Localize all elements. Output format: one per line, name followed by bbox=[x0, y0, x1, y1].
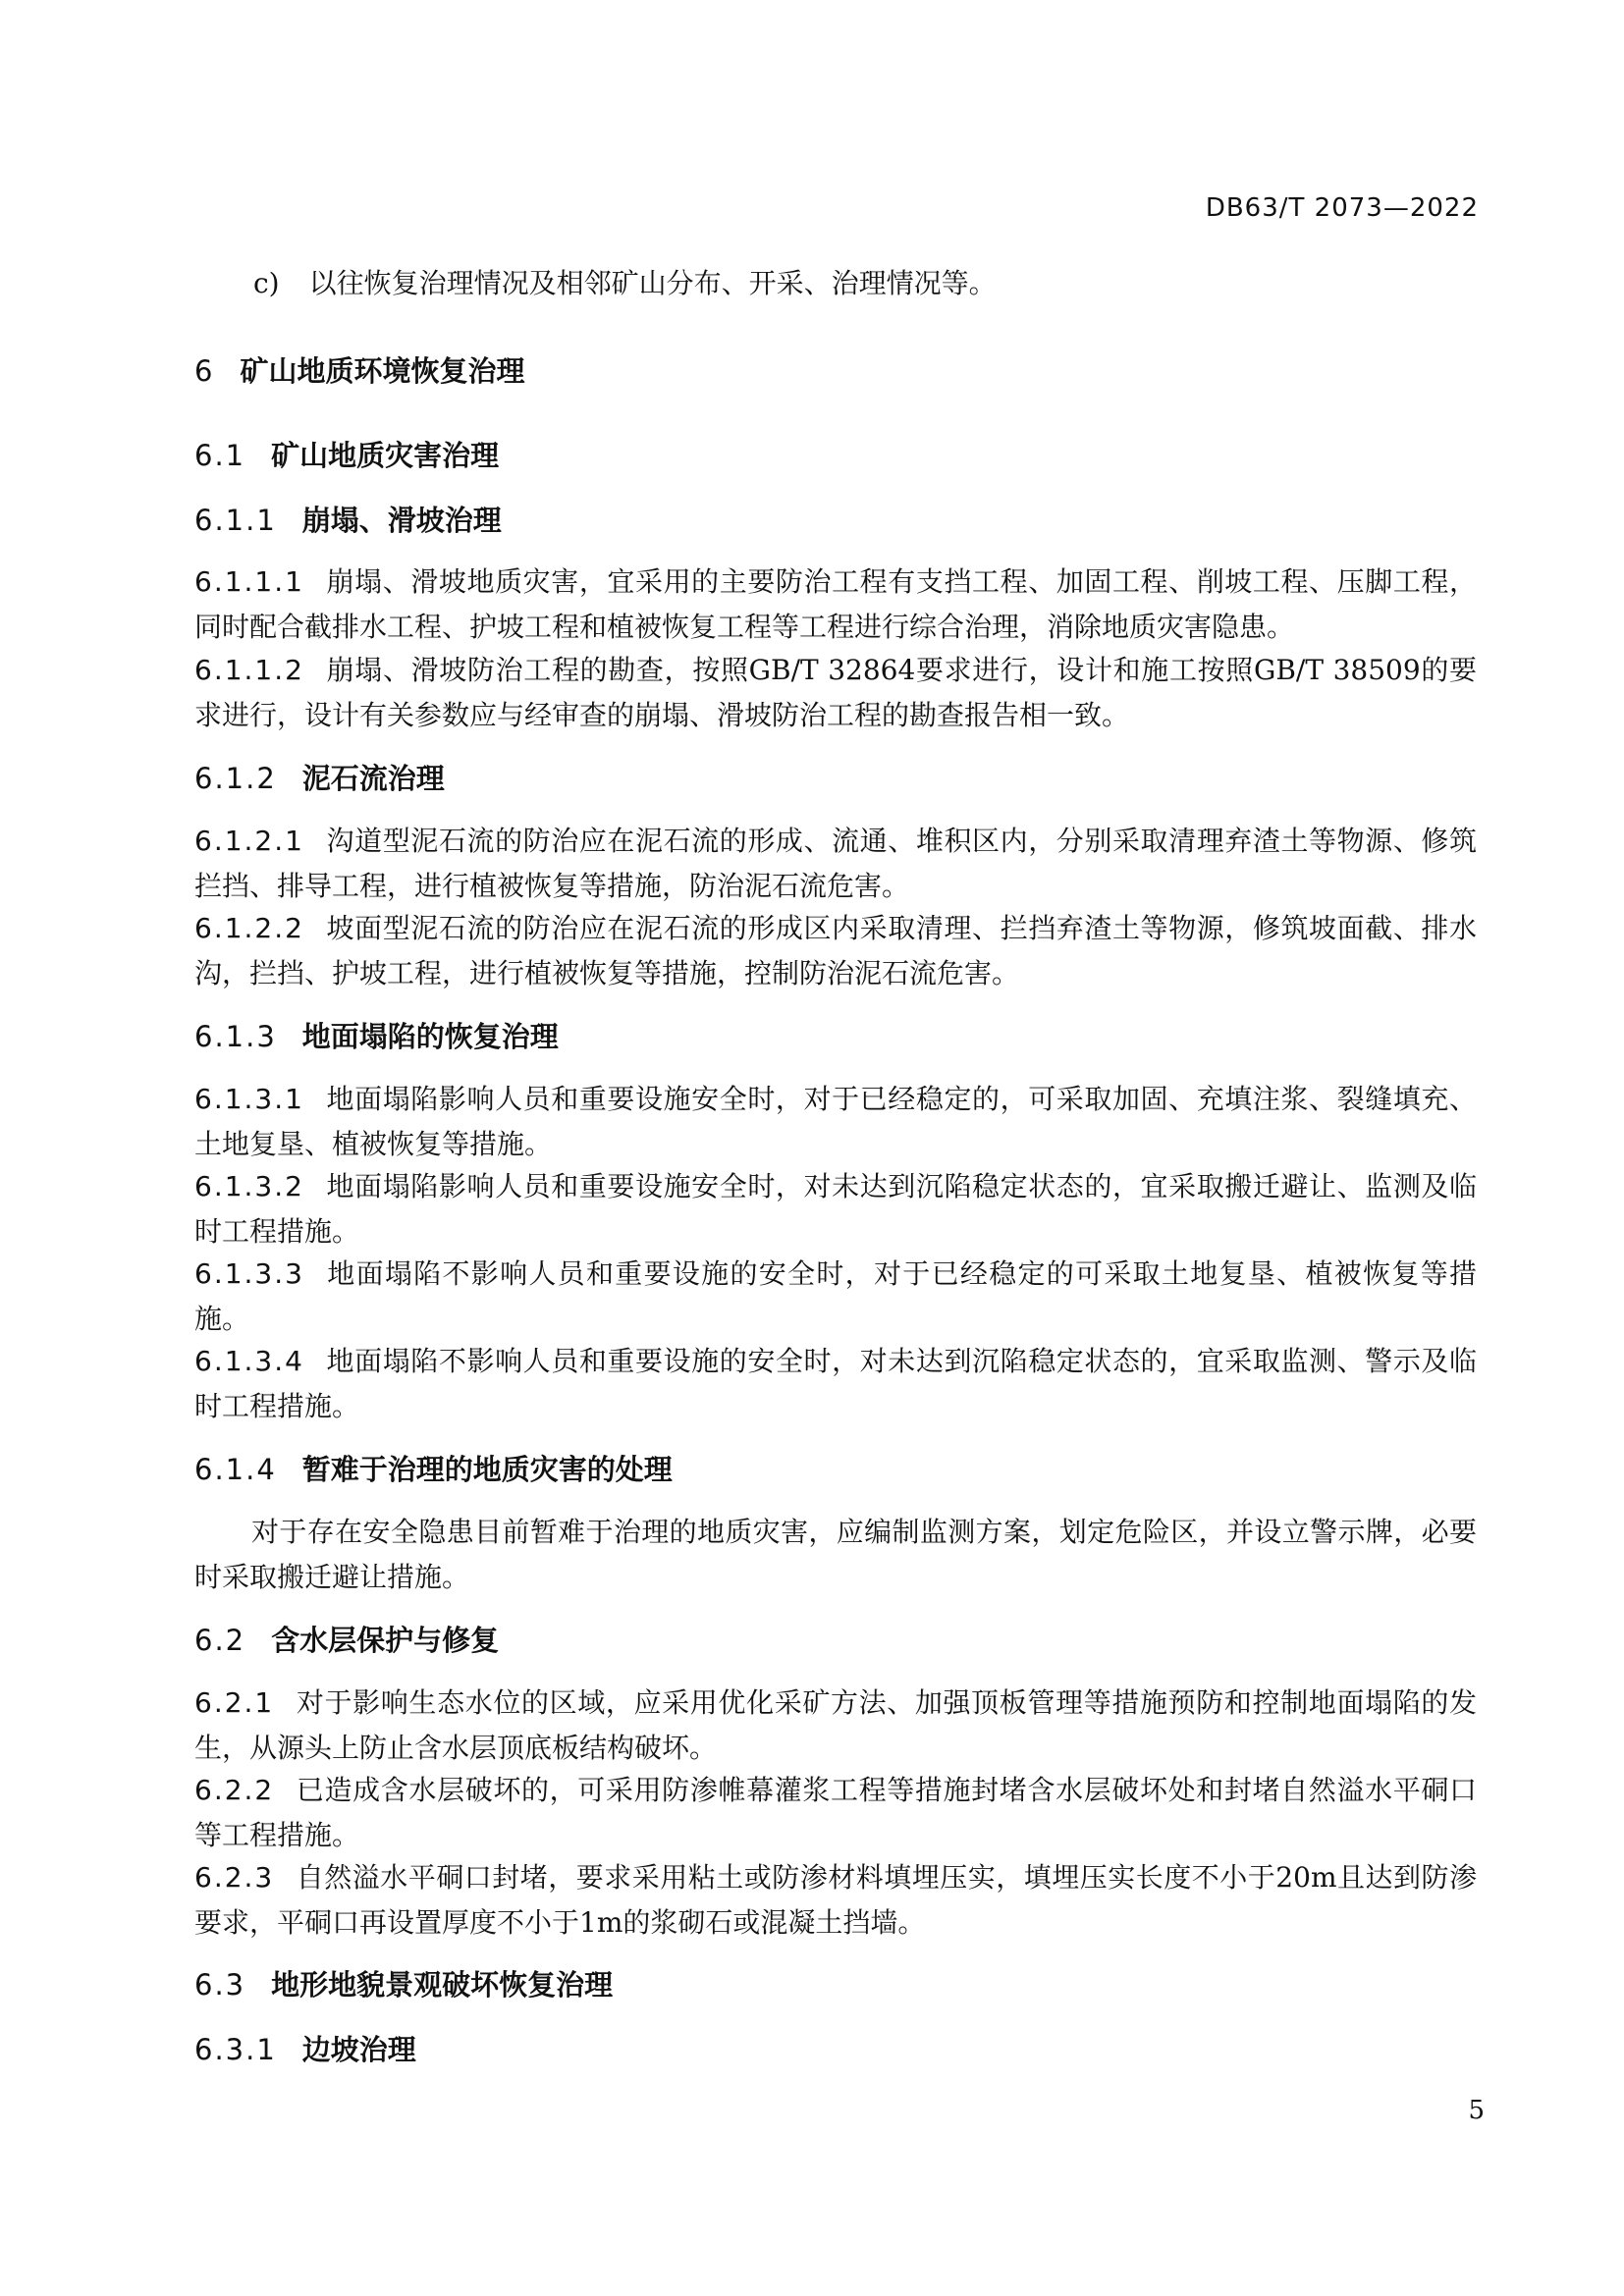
section-heading-6-1-4 bbox=[194, 1447, 1477, 1492]
clause-6-1-1-1 bbox=[194, 560, 1477, 650]
clause-text: 崩塌、滑坡防治工程的勘查，按照GB/T 32864要求进行，设计和施工按照GB/T 38509的要求进行，设计有关参数应与经审查的崩塌、滑坡防治工程的勘查报告相一致。 bbox=[194, 654, 1477, 731]
clause-number: 6.1.3.1 bbox=[194, 1083, 304, 1115]
section-heading-6-3-1 bbox=[194, 2027, 1477, 2072]
section-number: 6.1 bbox=[194, 439, 246, 472]
paragraph-6-1-4 bbox=[194, 1510, 1477, 1600]
section-title: 地面塌陷的恢复治理 bbox=[301, 1020, 559, 1053]
standard-code: DB63/T 2073—2022 bbox=[1205, 193, 1479, 223]
clause-6-1-3-2 bbox=[194, 1164, 1477, 1255]
section-number: 6.2 bbox=[194, 1624, 246, 1657]
clause-6-2-2 bbox=[194, 1768, 1477, 1858]
list-item-label: c) bbox=[253, 267, 280, 299]
clause-number: 6.1.2.1 bbox=[194, 825, 304, 857]
clause-text: 自然溢水平硐口封堵，要求采用粘土或防渗材料填埋压实，填埋压实长度不小于20m且达到防渗要求，平硐口再设置厚度不小于1m的浆砌石或混凝土挡墙。 bbox=[194, 1861, 1477, 1939]
clause-text: 崩塌、滑坡地质灾害，宜采用的主要防治工程有支挡工程、加固工程、削坡工程、压脚工程，同时配合截排水工程、护坡工程和植被恢复工程等工程进行综合治理，消除地质灾害隐患。 bbox=[194, 565, 1477, 643]
clause-number: 6.1.3.3 bbox=[194, 1257, 304, 1290]
clause-text: 坡面型泥石流的防治应在泥石流的形成区内采取清理、拦挡弃渣土等物源，修筑坡面截、排水沟，拦挡、护坡工程，进行植被恢复等措施，控制防治泥石流危害。 bbox=[194, 912, 1477, 989]
paragraph-text: 对于存在安全隐患目前暂难于治理的地质灾害，应编制监测方案，划定危险区，并设立警示牌，必要时采取搬迁避让措施。 bbox=[194, 1516, 1477, 1593]
clause-6-1-1-2 bbox=[194, 648, 1477, 738]
clause-6-2-1 bbox=[194, 1681, 1477, 1771]
clause-6-1-2-2 bbox=[194, 906, 1477, 996]
section-title: 崩塌、滑坡治理 bbox=[301, 504, 502, 537]
page-number: 5 bbox=[1468, 2096, 1485, 2125]
clause-text: 对于影响生态水位的区域，应采用优化采矿方法、加强顶板管理等措施预防和控制地面塌陷的发生，从源头上防止含水层顶底板结构破坏。 bbox=[194, 1686, 1477, 1764]
clause-number: 6.1.3.2 bbox=[194, 1170, 304, 1202]
list-item-c bbox=[253, 261, 1536, 306]
section-heading-6 bbox=[194, 348, 1477, 394]
section-heading-6-1 bbox=[194, 433, 1477, 478]
section-title: 暂难于治理的地质灾害的处理 bbox=[301, 1453, 673, 1486]
section-heading-6-1-2 bbox=[194, 756, 1477, 801]
section-title: 泥石流治理 bbox=[301, 762, 445, 795]
section-number: 6.3.1 bbox=[194, 2033, 277, 2066]
section-number: 6.1.2 bbox=[194, 762, 277, 795]
section-heading-6-1-3 bbox=[194, 1014, 1477, 1059]
clause-number: 6.2.1 bbox=[194, 1686, 275, 1719]
clause-6-1-3-4 bbox=[194, 1339, 1477, 1429]
clause-text: 地面塌陷影响人员和重要设施安全时，对于已经稳定的，可采取加固、充填注浆、裂缝填充、土地复垦、植被恢复等措施。 bbox=[194, 1083, 1477, 1160]
section-title: 地形地貌景观破坏恢复治理 bbox=[271, 1968, 614, 2002]
section-heading-6-2 bbox=[194, 1618, 1477, 1663]
clause-6-2-3 bbox=[194, 1855, 1477, 1946]
clause-text: 地面塌陷影响人员和重要设施安全时，对未达到沉陷稳定状态的，宜采取搬迁避让、监测及临时工程措施。 bbox=[194, 1170, 1477, 1248]
list-item-text: 以往恢复治理情况及相邻矿山分布、开采、治理情况等。 bbox=[308, 267, 997, 299]
section-title: 含水层保护与修复 bbox=[271, 1624, 500, 1657]
clause-number: 6.2.3 bbox=[194, 1861, 275, 1894]
clause-text: 已造成含水层破坏的，可采用防渗帷幕灌浆工程等措施封堵含水层破坏处和封堵自然溢水平硐口等工程措施。 bbox=[194, 1774, 1477, 1851]
section-number: 6 bbox=[194, 354, 215, 388]
section-number: 6.1.3 bbox=[194, 1020, 277, 1053]
clause-6-1-3-1 bbox=[194, 1077, 1477, 1167]
section-number: 6.1.4 bbox=[194, 1453, 277, 1486]
clause-number: 6.2.2 bbox=[194, 1774, 275, 1806]
clause-number: 6.1.3.4 bbox=[194, 1345, 304, 1377]
clause-number: 6.1.2.2 bbox=[194, 912, 304, 944]
section-heading-6-3 bbox=[194, 1962, 1477, 2007]
clause-text: 地面塌陷不影响人员和重要设施的安全时，对未达到沉陷稳定状态的，宜采取监测、警示及临时工程措施。 bbox=[194, 1345, 1477, 1422]
section-title: 矿山地质环境恢复治理 bbox=[240, 354, 525, 388]
clause-text: 地面塌陷不影响人员和重要设施的安全时，对于已经稳定的可采取土地复垦、植被恢复等措施。 bbox=[194, 1257, 1477, 1335]
clause-text: 沟道型泥石流的防治应在泥石流的形成、流通、堆积区内，分别采取清理弃渣土等物源、修筑拦挡、排导工程，进行植被恢复等措施，防治泥石流危害。 bbox=[194, 825, 1477, 902]
section-number: 6.3 bbox=[194, 1968, 246, 2002]
section-title: 边坡治理 bbox=[301, 2033, 416, 2066]
section-number: 6.1.1 bbox=[194, 504, 277, 537]
section-heading-6-1-1 bbox=[194, 498, 1477, 543]
clause-6-1-2-1 bbox=[194, 819, 1477, 909]
section-title: 矿山地质灾害治理 bbox=[271, 439, 500, 472]
clause-6-1-3-3 bbox=[194, 1252, 1477, 1342]
clause-number: 6.1.1.1 bbox=[194, 565, 304, 598]
clause-number: 6.1.1.2 bbox=[194, 654, 304, 686]
